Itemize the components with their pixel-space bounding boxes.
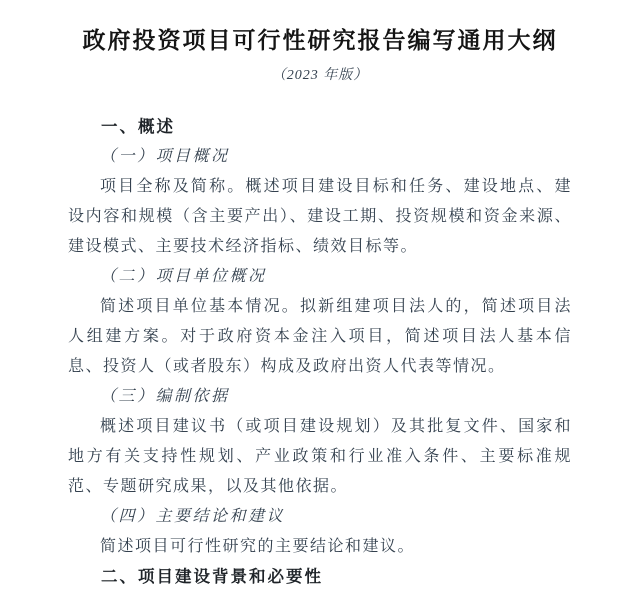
paragraph: 简述项目可行性研究的主要结论和建议。 <box>100 538 416 555</box>
document-body <box>68 112 572 592</box>
section-heading: 一、概述 <box>101 118 175 136</box>
section-subheading: （三）编制依据 <box>100 388 230 405</box>
paragraph: 项目全称及简称。概述项目建设目标和任务、建设地点、建设内容和规模（含主要产出）、建设工期、投资规模和资金来源、建设模式、主要技术经济指标、绩效目标等。 <box>68 178 572 255</box>
paragraph: 概述项目建议书（或项目建设规划）及其批复文件、国家和地方有关支持性规划、产业政策和行业准入条件、主要标准规范、专题研究成果，以及其他依据。 <box>68 418 572 495</box>
paragraph: 简述项目单位基本情况。拟新组建项目法人的，简述项目法人组建方案。对于政府资本金注入项目，简述项目法人基本信息、投资人（或者股东）构成及政府出资人代表等情况。 <box>68 298 572 375</box>
document-title: 政府投资项目可行性研究报告编写通用大纲 <box>82 28 558 53</box>
section-subheading: （二）项目单位概况 <box>100 268 267 285</box>
document-subtitle: （2023 年版） <box>271 68 369 83</box>
section-heading: 二、项目建设背景和必要性 <box>101 568 323 586</box>
section-subheading: （一）项目概况 <box>100 148 230 165</box>
section-subheading: （四）主要结论和建议 <box>100 508 286 525</box>
